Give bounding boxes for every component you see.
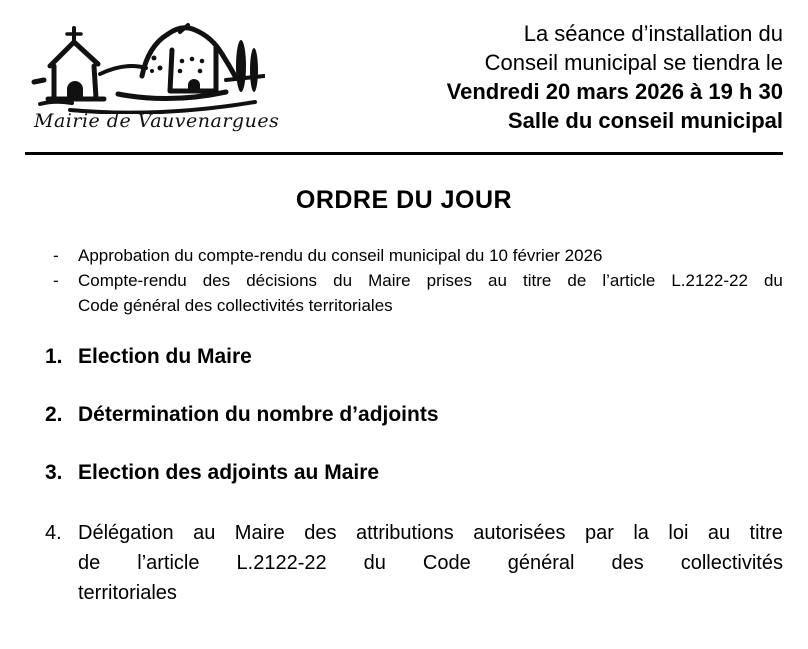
list-item [53, 268, 783, 318]
agenda-numbered-list [45, 344, 783, 608]
numbered-item-1 [45, 344, 783, 370]
item-number: 1. [45, 345, 63, 368]
announcement-line-1: La séance d’installation du [523, 21, 783, 46]
meeting-announcement [270, 14, 783, 135]
item-text-line: de l’article L.2122-22 du Code général des collectivités [78, 552, 783, 574]
list-item-text [78, 268, 783, 318]
document-header [0, 0, 808, 135]
list-item-line: Code général des collectivités territoriales [78, 296, 393, 315]
numbered-item-3 [45, 460, 783, 486]
item-number: 3. [45, 461, 63, 484]
announcement-location: Salle du conseil municipal [507, 108, 783, 133]
header-divider [25, 152, 783, 155]
list-item [53, 243, 783, 268]
dash-marker: - [53, 246, 59, 265]
item-number: 4. [45, 522, 62, 544]
agenda-preliminary-list [53, 243, 783, 318]
announcement-date-time: Vendredi 20 mars 2026 à 19 h 30 [446, 79, 783, 104]
announcement-line-2: Conseil municipal se tiendra le [484, 50, 783, 75]
item-title: Détermination du nombre d’adjoints [78, 403, 439, 426]
item-number: 2. [45, 403, 63, 426]
village-sketch-icon [30, 14, 265, 114]
list-item-line: Compte-rendu des décisions du Maire prises au titre de l’article L.2122-22 du [78, 271, 783, 290]
numbered-item-4 [45, 518, 783, 608]
item-text-line: Délégation au Maire des attributions autorisées par la loi au titre [78, 522, 783, 544]
logo-caption: Mairie de Vauvenargues [34, 110, 280, 132]
page-title: ORDRE DU JOUR [295, 186, 513, 214]
numbered-item-2 [45, 402, 783, 428]
list-item-line: Approbation du compte-rendu du conseil municipal du 10 février 2026 [78, 246, 603, 265]
municipality-logo [30, 14, 280, 132]
item-text [78, 518, 783, 608]
item-title: Election des adjoints au Maire [78, 461, 380, 484]
dash-marker: - [53, 271, 59, 290]
item-title: Election du Maire [78, 345, 252, 368]
list-item-text [78, 243, 783, 268]
item-text-line: territoriales [78, 582, 177, 604]
